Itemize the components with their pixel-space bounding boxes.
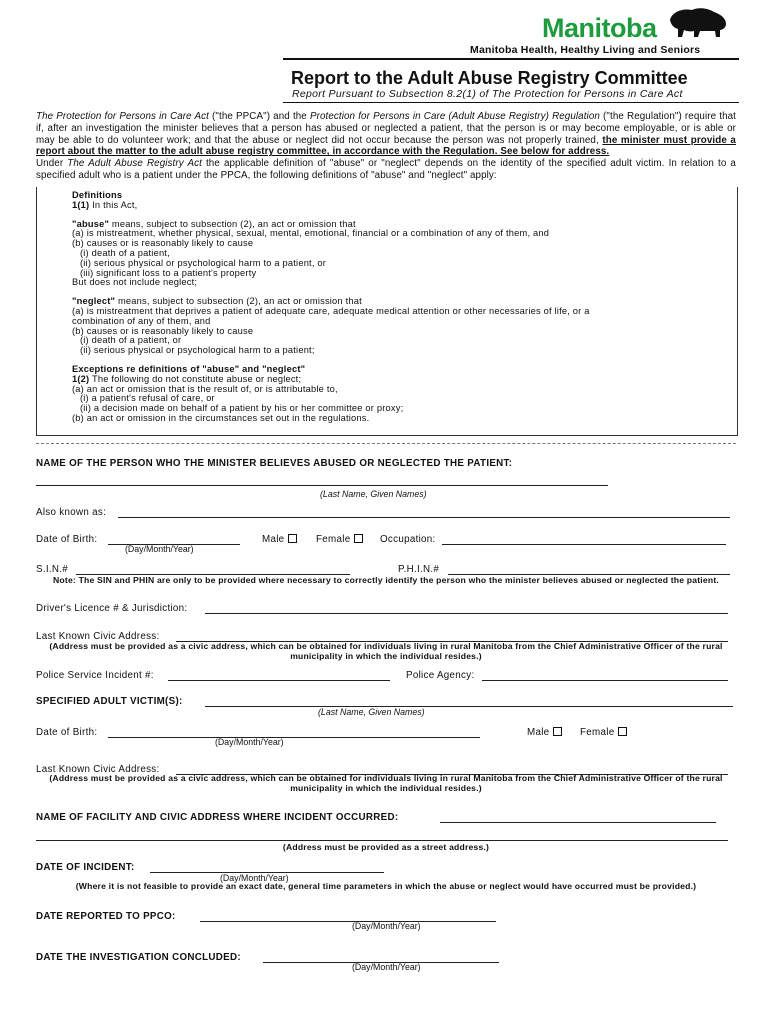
definitions-heading: Definitions (72, 190, 123, 200)
neglect-term: "neglect" (72, 296, 116, 307)
victim-dob-caption: (Day/Month/Year) (215, 737, 284, 747)
female-checkbox[interactable] (354, 534, 363, 543)
abuse-term: "abuse" (72, 218, 110, 229)
definition-line: combination of any of them, and (72, 315, 211, 326)
department-name: Manitoba Health, Healthy Living and Seniors (470, 44, 701, 56)
intro-text-span: ("the PPCA") and the (208, 111, 310, 122)
definition-text: The following do not constitute abuse or neglect; (89, 373, 302, 384)
victim-civic-label: Last Known Civic Address: (36, 764, 160, 775)
definition-text: means, subject to subsection (2), an act or omission that (109, 218, 356, 229)
male-checkbox[interactable] (553, 727, 562, 736)
aka-label: Also known as: (36, 507, 107, 518)
police-incident-label: Police Service Incident #: (36, 670, 154, 681)
female-label: Female (580, 727, 615, 738)
reported-date-field[interactable] (200, 921, 496, 922)
male-checkbox[interactable] (288, 534, 297, 543)
page-subtitle: Report Pursuant to Subsection 8.2(1) of The Protection for Persons in Care Act (292, 88, 683, 100)
police-incident-field[interactable] (168, 680, 390, 681)
female-option[interactable] (316, 534, 363, 545)
police-agency-field[interactable] (482, 680, 728, 681)
female-checkbox[interactable] (618, 727, 627, 736)
licence-field[interactable] (205, 613, 728, 614)
section-number: 1(1) (72, 199, 90, 210)
incident-date-caption: (Day/Month/Year) (220, 873, 289, 883)
female-label: Female (316, 534, 351, 545)
aka-field[interactable] (118, 517, 730, 518)
intro-paragraph-2 (36, 158, 736, 182)
intro-text-span: ("the Regulation") require that if, after an investigation the minister believes that a person has abused or neglected a patient, that the person is or may become employable, or is able or may be able to do volunteer work; and that the abuse or neglect did not occur because the person was not properly trained, (36, 111, 736, 146)
incident-date-label: DATE OF INCIDENT: (36, 862, 135, 873)
subtitle-divider (283, 102, 739, 103)
exceptions-heading: Exceptions re definitions of "abuse" and "neglect" (72, 363, 306, 374)
reported-date-caption: (Day/Month/Year) (352, 921, 421, 931)
definition-line: (b) causes or is reasonably likely to cause (72, 325, 254, 336)
person-name-caption: (Last Name, Given Names) (320, 489, 427, 499)
regulation-name: Protection for Persons in Care (Adult Abuse Registry) Regulation (309, 111, 600, 122)
definition-line (72, 201, 712, 211)
definition-line: (i) death of a patient, or (80, 335, 182, 346)
person-heading: NAME OF THE PERSON WHO THE MINISTER BELIEVES ABUSED OR NEGLECTED THE PATIENT: (36, 458, 513, 469)
civic-address-label: Last Known Civic Address: (36, 631, 160, 642)
concluded-date-label: DATE THE INVESTIGATION CONCLUDED: (36, 952, 241, 963)
victim-name-caption: (Last Name, Given Names) (318, 707, 425, 717)
intro-text (36, 111, 736, 182)
victim-heading: SPECIFIED ADULT VICTIM(S): (36, 696, 183, 707)
reported-date-label: DATE REPORTED TO PPCO: (36, 911, 176, 922)
victim-dob-label: Date of Birth: (36, 727, 98, 738)
bison-logo-icon (664, 6, 730, 40)
person-name-field[interactable] (36, 485, 608, 486)
incident-date-note: (Where it is not feasible to provide an exact date, general time parameters in which the abuse or neglect would have occurred must be provided.) (75, 881, 697, 891)
victim-name-field[interactable] (205, 706, 733, 707)
victim-male-option[interactable] (527, 727, 562, 738)
licence-label: Driver's Licence # & Jurisdiction: (36, 603, 188, 614)
sin-phin-note: Note: The SIN and PHIN are only to be provided where necessary to correctly identify the person who the minister believes abused or neglected the patient. (53, 575, 719, 585)
definition-line: (a) is mistreatment that deprives a patient of adequate care, adequate medical attention or other necessaries of life, or a (72, 305, 590, 316)
page-title: Report to the Adult Abuse Registry Committee (291, 68, 688, 88)
definition-line: But does not include neglect; (72, 277, 198, 288)
definition-line: (i) death of a patient, (80, 247, 170, 258)
definition-line: (ii) a decision made on behalf of a patient by his or her committee or proxy; (80, 403, 404, 414)
intro-underlined-text: the minister must provide a report about the matter to the adult abuse registry committee, in accordance with the Regulation. See below for address. (36, 134, 736, 158)
victim-dob-field[interactable] (108, 737, 480, 738)
definition-line: (i) a patient's refusal of care, or (80, 393, 215, 404)
civic-address-note: (Address must be provided as a civic address, which can be obtained for individuals living in rural Manitoba from the Chief Administrative Officer of the rural municipality in which the individual resides.) (49, 641, 723, 661)
section-number: 1(2) (72, 373, 90, 384)
definition-line: (iii) significant loss to a patient's property (80, 267, 257, 278)
definition-line: (a) an act or omission that is the result of, or is attributable to, (72, 383, 338, 394)
definition-line: (b) an act or omission in the circumstances set out in the regulations. (72, 412, 370, 423)
manitoba-logo-text: Manitoba (542, 13, 657, 43)
definition-text: In this Act, (89, 199, 138, 210)
definition-line: (b) causes or is reasonably likely to cause (72, 238, 254, 249)
street-address-note: (Address must be provided as a street address.) (282, 842, 490, 852)
definitions-text (72, 191, 712, 424)
facility-field[interactable] (440, 822, 716, 823)
dob-caption: (Day/Month/Year) (125, 544, 194, 554)
intro-text-span: the applicable definition of "abuse" or "neglect" depends on the identity of the specified adult victim. In relation to a specified adult who is a patient under the PPCA, the following definitions of "abuse" and "neglect" apply: (36, 158, 736, 181)
sin-label: S.I.N.# (36, 564, 69, 575)
male-option[interactable] (262, 534, 297, 545)
male-label: Male (262, 534, 285, 545)
occupation-label: Occupation: (380, 534, 436, 545)
concluded-date-caption: (Day/Month/Year) (352, 962, 421, 972)
facility-address-field[interactable] (36, 840, 728, 841)
intro-text-span: Under (36, 158, 68, 170)
section-separator (36, 443, 736, 444)
definition-text: means, subject to subsection (2), an act or omission that (115, 296, 362, 307)
definition-line: (a) is mistreatment, whether physical, sexual, mental, emotional, financial or a combination of any of them, and (72, 228, 550, 239)
header-divider (283, 58, 739, 60)
dob-label: Date of Birth: (36, 534, 98, 545)
definition-line: (ii) serious physical or psychological harm to a patient; (80, 345, 315, 356)
victim-female-option[interactable] (580, 727, 627, 738)
male-label: Male (527, 727, 550, 738)
facility-heading: NAME OF FACILITY AND CIVIC ADDRESS WHERE INCIDENT OCCURRED: (36, 812, 399, 823)
act-name: The Protection for Persons in Care Act (36, 111, 209, 122)
intro-paragraph-1 (36, 111, 736, 158)
definition-line: (ii) serious physical or psychological harm to a patient, or (80, 257, 327, 268)
registry-act-name: The Adult Abuse Registry Act (67, 158, 202, 170)
victim-civic-note: (Address must be provided as a civic address, which can be obtained for individuals living in rural Manitoba from the Chief Administrative Officer of the rural municipality in which the individual resides.) (49, 773, 723, 793)
police-agency-label: Police Agency: (406, 670, 475, 681)
phin-label: P.H.I.N.# (398, 564, 440, 575)
occupation-field[interactable] (442, 544, 726, 545)
